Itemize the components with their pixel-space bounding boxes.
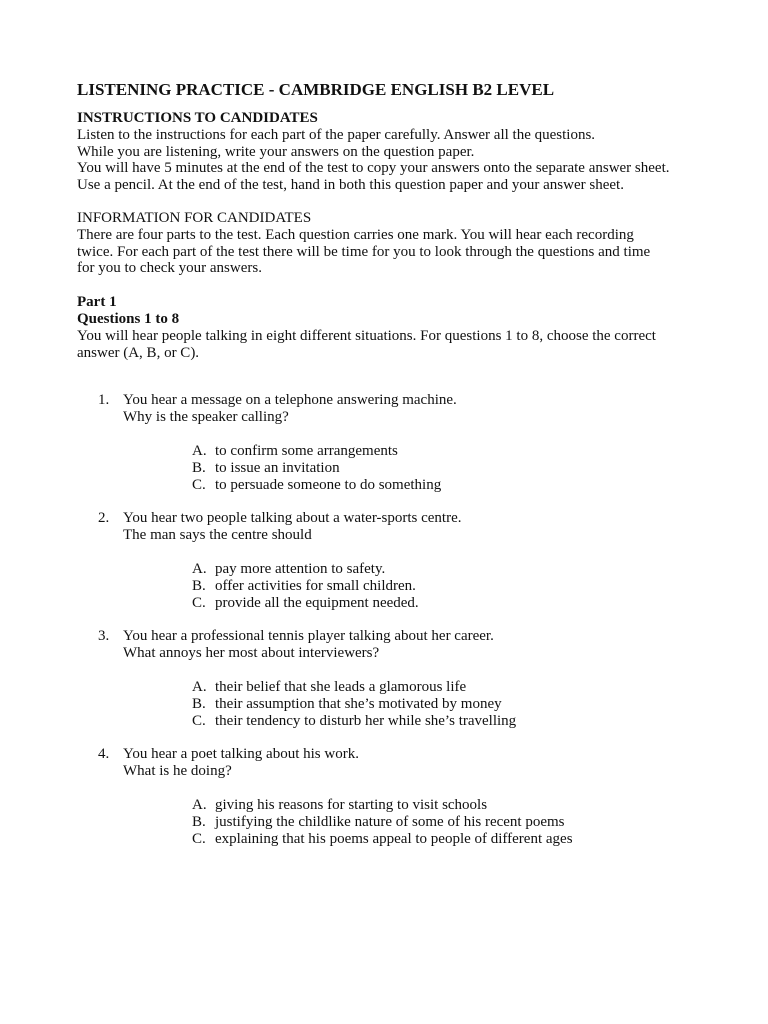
question-item	[77, 628, 717, 729]
question-text: You hear a poet talking about his work.	[123, 746, 359, 763]
question-number: 3.	[98, 628, 110, 645]
part-heading: Part 1	[77, 294, 117, 311]
option-letter: A.	[192, 796, 207, 813]
option-text: their assumption that she’s motivated by money	[215, 695, 502, 712]
question-number: 2.	[98, 510, 110, 527]
option-letter: B.	[192, 813, 206, 830]
question-text: You hear two people talking about a water-sports centre.	[123, 510, 462, 527]
option-letter: C.	[192, 476, 206, 493]
part-intro-line: answer (A, B, or C).	[77, 344, 200, 361]
option-text: to confirm some arrangements	[215, 442, 398, 459]
option-letter: B.	[192, 695, 206, 712]
option-letter: B.	[192, 459, 206, 476]
option-text: to persuade someone to do something	[215, 476, 442, 493]
question-text: You hear a professional tennis player talking about her career.	[123, 628, 494, 645]
question-item	[77, 510, 717, 611]
option-text: pay more attention to safety.	[215, 560, 386, 577]
document-title: LISTENING PRACTICE - CAMBRIDGE ENGLISH B2 LEVEL	[77, 80, 555, 99]
part-subheading: Questions 1 to 8	[77, 310, 180, 327]
answer-option	[123, 679, 717, 696]
question-number: 4.	[98, 746, 110, 763]
option-text: giving his reasons for starting to visit schools	[215, 796, 488, 813]
answer-options	[123, 679, 717, 729]
document-page	[77, 80, 717, 864]
option-text: explaining that his poems appeal to people of different ages	[215, 830, 573, 847]
option-text: their belief that she leads a glamorous life	[215, 678, 467, 695]
information-line: twice. For each part of the test there will be time for you to look through the questions and time	[77, 243, 651, 260]
answer-option	[123, 561, 717, 578]
answer-option	[123, 460, 717, 477]
answer-option	[123, 477, 717, 494]
answer-option	[123, 831, 717, 848]
option-letter: B.	[192, 577, 206, 594]
question-prompt: What annoys her most about interviewers?	[123, 645, 380, 662]
information-line: for you to check your answers.	[77, 260, 262, 277]
question-number: 1.	[98, 392, 110, 409]
information-heading: INFORMATION FOR CANDIDATES	[77, 209, 312, 226]
instructions-line: While you are listening, write your answers on the question paper.	[77, 143, 475, 160]
option-text: justifying the childlike nature of some of his recent poems	[215, 813, 565, 830]
information-text	[77, 227, 717, 277]
instructions-line: Listen to the instructions for each part of the paper carefully. Answer all the questions.	[77, 126, 596, 143]
question-prompt: What is he doing?	[123, 763, 232, 780]
answer-options	[123, 561, 717, 611]
question-text: You hear a message on a telephone answering machine.	[123, 392, 457, 409]
option-letter: A.	[192, 442, 207, 459]
option-letter: A.	[192, 560, 207, 577]
question-prompt: Why is the speaker calling?	[123, 409, 289, 426]
option-letter: C.	[192, 712, 206, 729]
answer-options	[123, 797, 717, 847]
option-text: offer activities for small children.	[215, 577, 416, 594]
part-intro	[77, 328, 717, 362]
information-line: There are four parts to the test. Each question carries one mark. You will hear each recording	[77, 226, 634, 243]
question-item	[77, 746, 717, 847]
answer-option	[123, 814, 717, 831]
option-letter: C.	[192, 594, 206, 611]
option-text: their tendency to disturb her while she’s travelling	[215, 712, 517, 729]
option-letter: C.	[192, 830, 206, 847]
instructions-text	[77, 127, 717, 194]
question-prompt: The man says the centre should	[123, 527, 312, 544]
instructions-line: Use a pencil. At the end of the test, hand in both this question paper and your answer sheet.	[77, 177, 624, 194]
question-list	[77, 392, 717, 847]
part-intro-line: You will hear people talking in eight different situations. For questions 1 to 8, choose the correct	[77, 327, 656, 344]
answer-option	[123, 578, 717, 595]
instructions-heading: INSTRUCTIONS TO CANDIDATES	[77, 110, 318, 126]
answer-options	[123, 443, 717, 493]
instructions-line: You will have 5 minutes at the end of the test to copy your answers onto the separate answer sheet.	[77, 160, 670, 177]
answer-option	[123, 443, 717, 460]
option-text: provide all the equipment needed.	[215, 594, 419, 611]
question-item	[77, 392, 717, 493]
answer-option	[123, 797, 717, 814]
option-text: to issue an invitation	[215, 459, 340, 476]
answer-option	[123, 696, 717, 713]
answer-option	[123, 595, 717, 612]
option-letter: A.	[192, 678, 207, 695]
answer-option	[123, 713, 717, 730]
